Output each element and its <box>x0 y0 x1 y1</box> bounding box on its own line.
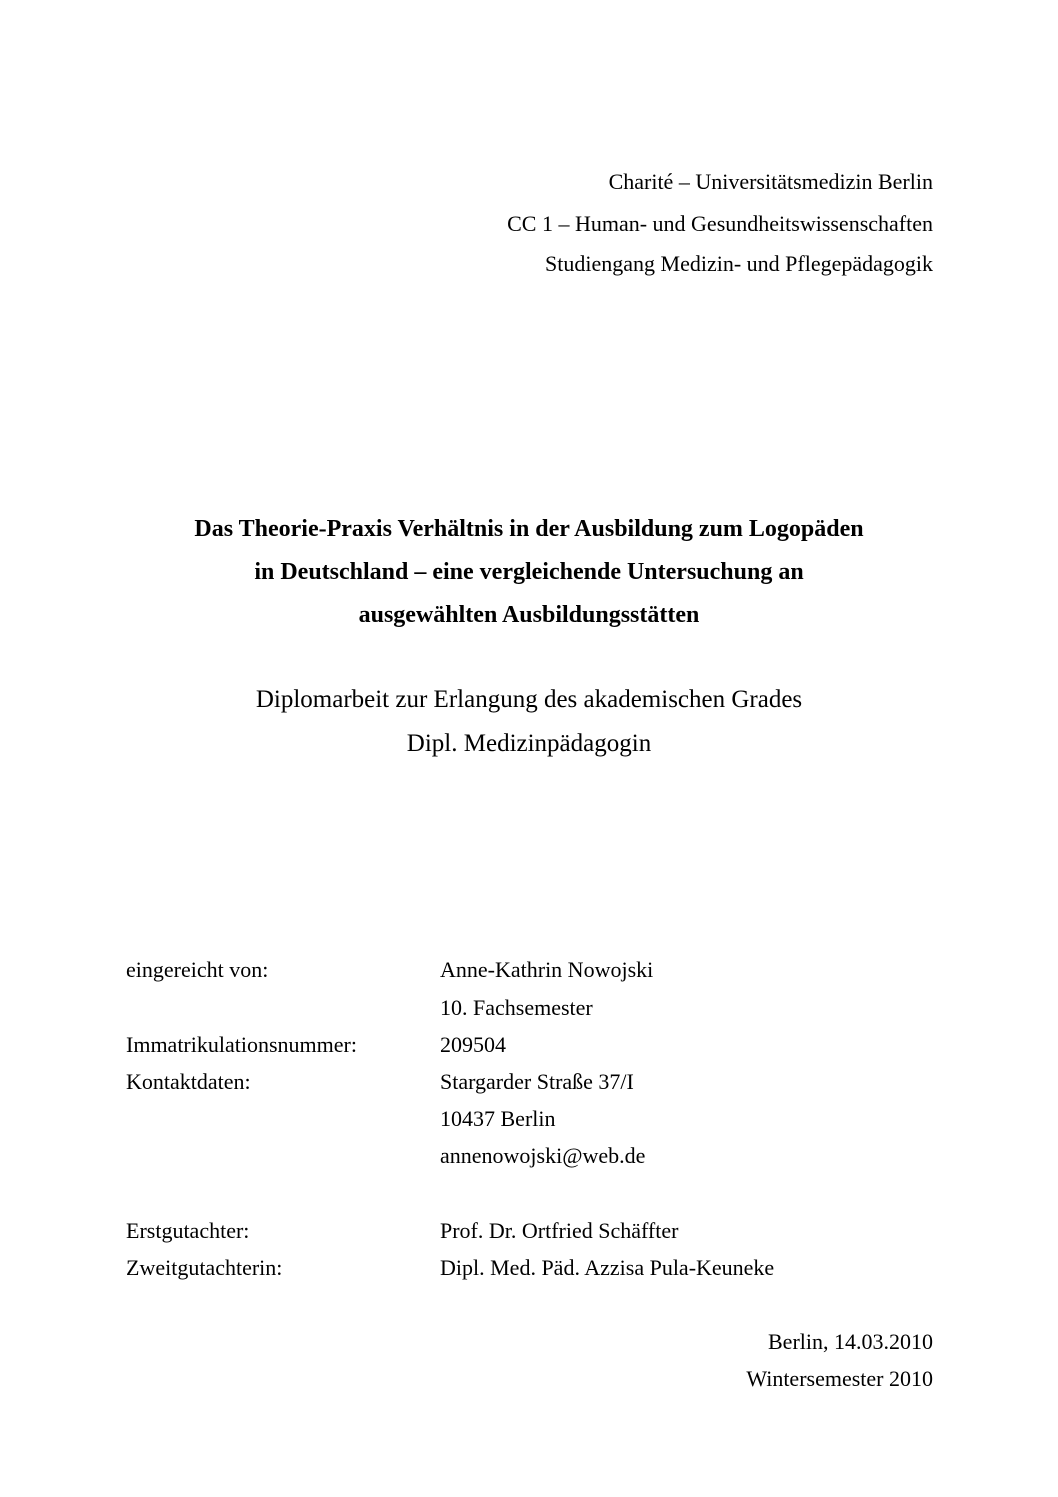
place-date: Berlin, 14.03.2010 <box>768 1329 933 1354</box>
second-reviewer-label: Zweitgutachterin: <box>126 1255 283 1280</box>
author-name: Anne-Kathrin Nowojski <box>440 957 654 982</box>
thesis-title-line-2: in Deutschland – eine vergleichende Untersuchung an <box>254 559 804 585</box>
matriculation-label: Immatrikulationsnummer: <box>126 1032 357 1057</box>
thesis-title-line-1: Das Theorie-Praxis Verhältnis in der Ausbildung zum Logopäden <box>194 516 864 542</box>
contact-label: Kontaktdaten: <box>126 1069 251 1094</box>
contact-email: annenowojski@web.de <box>440 1143 646 1168</box>
first-reviewer: Prof. Dr. Ortfried Schäffter <box>440 1218 679 1243</box>
matriculation-number: 209504 <box>440 1032 506 1057</box>
institution-name: Charité – Universitätsmedizin Berlin <box>608 169 933 194</box>
contact-city: 10437 Berlin <box>440 1106 556 1131</box>
thesis-title <box>0 508 1058 637</box>
term: Wintersemester 2010 <box>746 1366 933 1391</box>
submitted-by-label: eingereicht von: <box>126 957 269 982</box>
second-reviewer: Dipl. Med. Päd. Azzisa Pula-Keuneke <box>440 1255 775 1280</box>
thesis-subtitle-line-2: Dipl. Medizinpädagogin <box>406 730 652 757</box>
thesis-subtitle <box>0 678 1058 766</box>
contact-street: Stargarder Straße 37/I <box>440 1069 634 1094</box>
program-name: Studiengang Medizin- und Pflegepädagogik <box>545 251 933 276</box>
semester: 10. Fachsemester <box>440 995 593 1020</box>
center-name: CC 1 – Human- und Gesundheitswissenschaften <box>507 211 933 236</box>
first-reviewer-label: Erstgutachter: <box>126 1218 250 1243</box>
thesis-title-line-3: ausgewählten Ausbildungsstätten <box>358 602 700 628</box>
thesis-subtitle-line-1: Diplomarbeit zur Erlangung des akademischen Grades <box>255 686 803 713</box>
